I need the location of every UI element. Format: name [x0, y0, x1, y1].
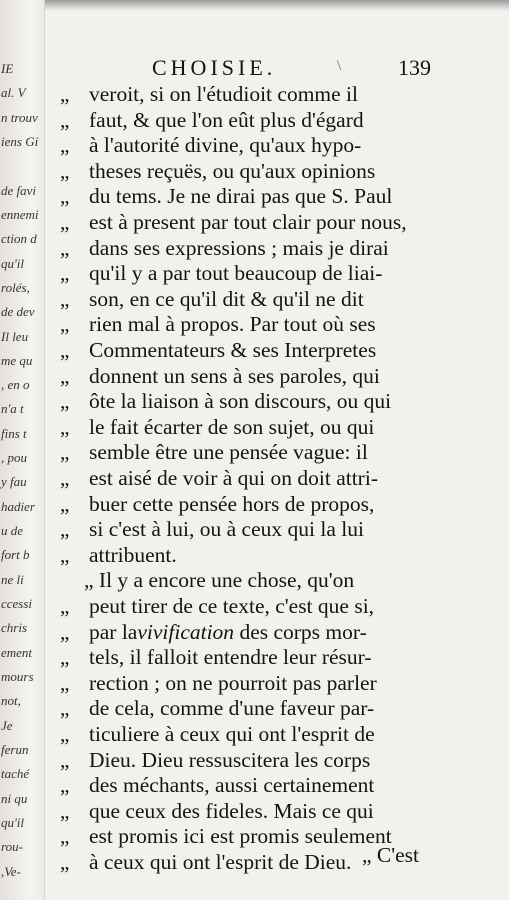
- adjacent-page-gutter: [0, 0, 45, 900]
- gutter-fragment: ferun: [1, 741, 29, 757]
- gutter-fragment: , en o: [1, 377, 30, 393]
- quote-mark: „: [60, 773, 70, 798]
- text-line: [60, 81, 358, 107]
- line-text: qu'il y a par tout beaucoup de liai-: [89, 261, 383, 286]
- quote-mark: „: [60, 619, 70, 644]
- book-page: [44, 0, 509, 900]
- text-line: [60, 516, 364, 542]
- text-line: [60, 337, 376, 363]
- gutter-fragment: ni qu: [1, 790, 28, 806]
- quote-mark: „: [60, 696, 70, 721]
- quote-mark: „: [60, 184, 70, 209]
- line-text: le fait écarter de son sujet, ou qui: [89, 414, 375, 439]
- text-line: [60, 823, 392, 849]
- gutter-fragment: n'a t: [1, 401, 24, 417]
- text-line: [60, 388, 391, 414]
- gutter-fragment: iens Gi: [1, 133, 39, 149]
- line-text: son, en ce qu'il dit & qu'il ne dit: [89, 286, 364, 311]
- text-line: [60, 183, 392, 209]
- text-line: [60, 798, 374, 824]
- text-line: [60, 260, 382, 286]
- gutter-fragment: de dev: [1, 304, 35, 320]
- gutter-fragment: rou-: [1, 839, 23, 855]
- gutter-fragment: al. V: [1, 85, 26, 101]
- line-text: par la: [89, 619, 138, 644]
- line-text: est à present par tout clair pour nous,: [89, 210, 407, 234]
- gutter-fragment: IE: [1, 61, 14, 76]
- quote-mark: „: [60, 645, 70, 670]
- gutter-fragment: fins t: [1, 425, 27, 441]
- gutter-fragment: chris: [1, 620, 27, 636]
- gutter-fragment: mours: [1, 669, 34, 684]
- quote-mark: „: [60, 798, 70, 823]
- quote-mark: „: [60, 414, 70, 439]
- gutter-fragment: ccessi: [1, 596, 33, 612]
- quote-mark: „: [60, 389, 70, 414]
- line-text: à l'autorité divine, qu'aux hypo-: [89, 133, 362, 158]
- line-text: ôte la liaison à son discours, ou qui: [89, 389, 392, 414]
- gutter-fragment: , pou: [1, 450, 27, 466]
- line-text: si c'est à lui, ou à ceux qui la lui: [89, 517, 364, 542]
- text-line: [60, 644, 372, 670]
- gutter-fragment: ,Ve-: [1, 863, 21, 879]
- italic-term: vivification: [137, 619, 235, 644]
- quote-mark: „: [60, 542, 70, 567]
- gutter-fragment: hadier: [1, 498, 35, 514]
- quote-mark: „: [60, 850, 70, 874]
- text-line: [60, 132, 361, 158]
- header-mark: \: [337, 58, 342, 74]
- text-line: [84, 567, 354, 593]
- gutter-fragment: not,: [1, 693, 21, 709]
- text-line: [60, 311, 376, 337]
- line-text: dans ses expressions ; mais je dirai: [89, 235, 389, 260]
- line-text: des méchants, aussi certainement: [89, 773, 375, 798]
- line-text: tels, il falloit entendre leur résur-: [89, 645, 372, 670]
- text-line: [60, 542, 177, 568]
- line-text: buer cette pensée hors de propos,: [89, 491, 375, 516]
- text-line: [60, 363, 380, 389]
- text-line: [60, 235, 389, 261]
- quote-mark: „: [60, 363, 70, 388]
- gutter-fragment: ction d: [1, 231, 37, 247]
- line-text: de cela, comme d'une faveur par-: [89, 696, 375, 721]
- quote-mark: „: [60, 133, 70, 158]
- text-line: [60, 695, 374, 721]
- quote-mark: „: [60, 338, 70, 362]
- catchword: „ C'est: [362, 843, 420, 867]
- quote-mark: „: [60, 722, 70, 746]
- text-line: [60, 439, 368, 465]
- quote-mark: „: [60, 491, 70, 516]
- quote-mark: „: [60, 670, 70, 695]
- text-line: [60, 158, 375, 184]
- text-line: [60, 107, 364, 133]
- page-number: 139: [398, 55, 431, 80]
- text-line: [60, 849, 351, 875]
- quote-mark: „: [60, 594, 70, 618]
- gutter-fragment: u de: [1, 523, 24, 539]
- text-line: [60, 414, 374, 440]
- quote-mark: „: [60, 82, 70, 106]
- quote-mark: „: [60, 210, 70, 234]
- quote-mark: „: [60, 312, 70, 337]
- line-text: „ Il y a encore une chose, qu'on: [84, 568, 355, 593]
- gutter-fragment: Il leu: [1, 328, 29, 344]
- line-text: peut tirer de ce texte, c'est que si,: [89, 594, 375, 618]
- text-line: [60, 619, 367, 645]
- text-line: [60, 670, 377, 696]
- line-text: veroit, si on l'étudioit comme il: [89, 82, 359, 106]
- line-text: attribuent.: [89, 542, 177, 567]
- line-text: est aisé de voir à qui on doit attri-: [89, 466, 378, 490]
- quote-mark: „: [60, 235, 70, 260]
- line-text: donnent un sens à ses paroles, qui: [89, 363, 380, 388]
- line-text: Dieu. Dieu ressuscitera les corps: [89, 747, 371, 772]
- quote-mark: „: [60, 517, 70, 542]
- line-text: que ceux des fideles. Mais ce qui: [89, 798, 374, 823]
- quote-mark: „: [60, 747, 70, 772]
- quote-mark: „: [60, 261, 70, 286]
- running-title: CHOISIE.: [152, 55, 277, 80]
- quote-mark: „: [60, 466, 70, 490]
- gutter-fragment: qu'il: [1, 814, 25, 830]
- text-line: [60, 491, 374, 517]
- gutter-fragment: ement: [1, 644, 33, 660]
- gutter-fragment: ne li: [1, 571, 24, 587]
- text-line: [60, 286, 364, 312]
- line-text: theses reçuës, ou qu'aux opinions: [89, 158, 376, 183]
- line-text: à ceux qui ont l'esprit de Dieu.: [89, 850, 352, 874]
- line-text: rection ; on ne pourroit pas parler: [89, 670, 377, 695]
- text-line: [60, 593, 374, 619]
- quote-mark: „: [60, 824, 70, 849]
- gutter-fragment: y fau: [1, 474, 27, 490]
- gutter-fragment: Je: [1, 717, 13, 733]
- quote-mark: „: [60, 440, 70, 465]
- gutter-fragment: n trouv: [1, 109, 38, 125]
- text-line: [60, 465, 378, 491]
- text-line: [60, 772, 374, 798]
- gutter-fragment: me qu: [1, 352, 33, 368]
- line-text-after: des corps mor-: [234, 619, 367, 644]
- gutter-fragment: ennemi: [1, 206, 39, 222]
- line-text: rien mal à propos. Par tout où ses: [89, 312, 376, 337]
- quote-mark: „: [60, 158, 70, 183]
- line-text: est promis ici est promis seulement: [89, 824, 392, 849]
- line-text: du tems. Je ne dirai pas que S. Paul: [89, 184, 393, 209]
- line-text: faut, & que l'on eût plus d'égard: [89, 107, 364, 132]
- gutter-fragment: qu'il: [1, 255, 25, 271]
- text-line: [60, 209, 407, 235]
- text-line: [60, 747, 370, 773]
- gutter-fragment: fort b: [1, 547, 30, 563]
- line-text: semble être une pensée vague: il: [89, 440, 368, 465]
- gutter-fragment: taché: [1, 766, 30, 782]
- line-text: Commentateurs & ses Interpretes: [89, 338, 377, 362]
- quote-mark: „: [60, 107, 70, 132]
- text-line: [60, 721, 375, 747]
- quote-mark: „: [60, 286, 70, 311]
- gutter-fragment: de favi: [1, 182, 37, 198]
- line-text: ticuliere à ceux qui ont l'esprit de: [89, 722, 375, 746]
- gutter-fragment: rolés,: [1, 279, 30, 295]
